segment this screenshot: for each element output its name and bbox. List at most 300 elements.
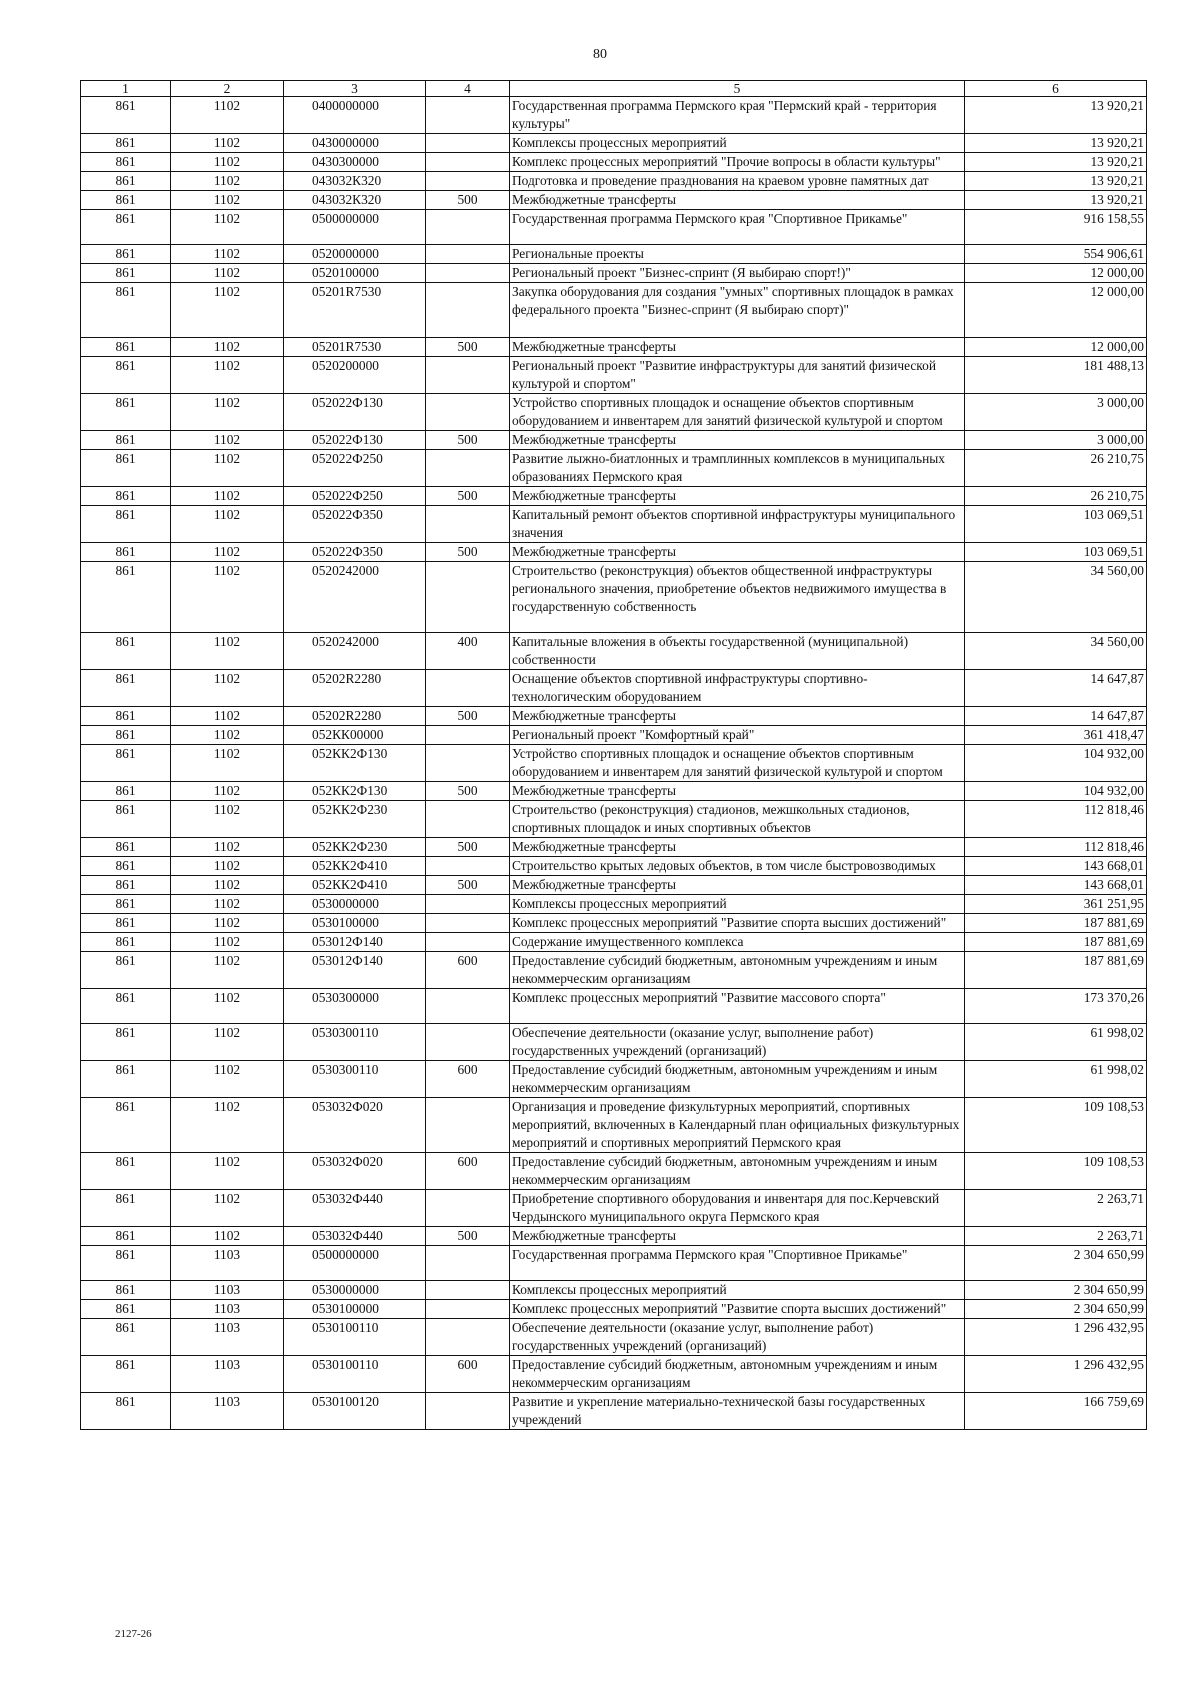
amount-cell: 14 647,87 (965, 670, 1147, 707)
description-cell: Развитие лыжно-биатлонных и трамплинных комплексов в муниципальных образованиях Пермского края (510, 450, 965, 487)
table-row (81, 1393, 1147, 1430)
admin-code-cell: 861 (81, 933, 171, 952)
amount-cell: 34 560,00 (965, 562, 1147, 633)
description-cell: Капитальные вложения в объекты государственной (муниципальной) собственности (510, 633, 965, 670)
description-cell: Обеспечение деятельности (оказание услуг, выполнение работ) государственных учреждений (организаций) (510, 1319, 965, 1356)
target-article-cell: 0530000000 (284, 895, 426, 914)
description-cell: Государственная программа Пермского края "Спортивное Прикамье" (510, 1246, 965, 1281)
section-code-cell: 1102 (171, 933, 284, 952)
page-number: 80 (593, 47, 607, 62)
expense-type-cell (426, 801, 510, 838)
admin-code-cell: 861 (81, 707, 171, 726)
target-article-cell: 05202R2280 (284, 707, 426, 726)
section-code-cell: 1102 (171, 431, 284, 450)
expense-type-cell (426, 857, 510, 876)
table-row (81, 283, 1147, 338)
target-article-cell: 053032Ф020 (284, 1098, 426, 1153)
target-article-cell: 053012Ф140 (284, 933, 426, 952)
section-code-cell: 1102 (171, 914, 284, 933)
section-code-cell: 1102 (171, 97, 284, 134)
target-article-cell: 053032Ф440 (284, 1190, 426, 1227)
amount-cell: 173 370,26 (965, 989, 1147, 1024)
table-header-row (81, 81, 1147, 97)
table-row (81, 633, 1147, 670)
expense-type-cell (426, 450, 510, 487)
admin-code-cell: 861 (81, 745, 171, 782)
amount-cell: 13 920,21 (965, 97, 1147, 134)
table-row (81, 1024, 1147, 1061)
section-code-cell: 1102 (171, 1227, 284, 1246)
admin-code-cell: 861 (81, 670, 171, 707)
table-row (81, 191, 1147, 210)
amount-cell: 187 881,69 (965, 952, 1147, 989)
description-cell: Предоставление субсидий бюджетным, автономным учреждениям и иным некоммерческим организациям (510, 1356, 965, 1393)
target-article-cell: 052022Ф130 (284, 394, 426, 431)
section-code-cell: 1102 (171, 1024, 284, 1061)
description-cell: Межбюджетные трансферты (510, 338, 965, 357)
column-header: 2 (171, 81, 284, 97)
section-code-cell: 1103 (171, 1246, 284, 1281)
amount-cell: 112 818,46 (965, 838, 1147, 857)
target-article-cell: 053032Ф020 (284, 1153, 426, 1190)
target-article-cell: 052КК00000 (284, 726, 426, 745)
target-article-cell: 052022Ф130 (284, 431, 426, 450)
section-code-cell: 1102 (171, 876, 284, 895)
expense-type-cell (426, 1300, 510, 1319)
column-header: 1 (81, 81, 171, 97)
section-code-cell: 1102 (171, 153, 284, 172)
description-cell: Межбюджетные трансферты (510, 1227, 965, 1246)
expense-type-cell (426, 914, 510, 933)
admin-code-cell: 861 (81, 543, 171, 562)
admin-code-cell: 861 (81, 394, 171, 431)
table-row (81, 895, 1147, 914)
section-code-cell: 1102 (171, 707, 284, 726)
description-cell: Строительство (реконструкция) стадионов, межшкольных стадионов, спортивных площадок и иных спортивных объектов (510, 801, 965, 838)
amount-cell: 34 560,00 (965, 633, 1147, 670)
admin-code-cell: 861 (81, 1246, 171, 1281)
description-cell: Обеспечение деятельности (оказание услуг, выполнение работ) государственных учреждений (организаций) (510, 1024, 965, 1061)
table-row (81, 1356, 1147, 1393)
target-article-cell: 0530100000 (284, 1300, 426, 1319)
target-article-cell: 052022Ф350 (284, 506, 426, 543)
expense-type-cell (426, 745, 510, 782)
target-article-cell: 0530100000 (284, 914, 426, 933)
admin-code-cell: 861 (81, 283, 171, 338)
admin-code-cell: 861 (81, 1227, 171, 1246)
amount-cell: 2 304 650,99 (965, 1281, 1147, 1300)
description-cell: Межбюджетные трансферты (510, 543, 965, 562)
description-cell: Межбюджетные трансферты (510, 707, 965, 726)
description-cell: Комплекс процессных мероприятий "Развитие спорта высших достижений" (510, 1300, 965, 1319)
section-code-cell: 1103 (171, 1281, 284, 1300)
column-header: 4 (426, 81, 510, 97)
expense-type-cell: 500 (426, 876, 510, 895)
amount-cell: 187 881,69 (965, 933, 1147, 952)
expense-type-cell (426, 989, 510, 1024)
amount-cell: 2 304 650,99 (965, 1246, 1147, 1281)
expense-type-cell (426, 1246, 510, 1281)
table-row (81, 97, 1147, 134)
expense-type-cell (426, 245, 510, 264)
amount-cell: 181 488,13 (965, 357, 1147, 394)
description-cell: Региональные проекты (510, 245, 965, 264)
amount-cell: 361 251,95 (965, 895, 1147, 914)
footer-code: 2127-26 (115, 1628, 152, 1640)
admin-code-cell: 861 (81, 191, 171, 210)
admin-code-cell: 861 (81, 895, 171, 914)
table-row (81, 1300, 1147, 1319)
column-header: 3 (284, 81, 426, 97)
expense-type-cell: 500 (426, 782, 510, 801)
target-article-cell: 052КК2Ф230 (284, 838, 426, 857)
target-article-cell: 0430000000 (284, 134, 426, 153)
section-code-cell: 1102 (171, 1190, 284, 1227)
table-row (81, 876, 1147, 895)
amount-cell: 187 881,69 (965, 914, 1147, 933)
column-header: 6 (965, 81, 1147, 97)
target-article-cell: 053032Ф440 (284, 1227, 426, 1246)
section-code-cell: 1102 (171, 172, 284, 191)
description-cell: Государственная программа Пермского края "Спортивное Прикамье" (510, 210, 965, 245)
description-cell: Межбюджетные трансферты (510, 431, 965, 450)
expense-type-cell (426, 1024, 510, 1061)
amount-cell: 2 263,71 (965, 1227, 1147, 1246)
target-article-cell: 052КК2Ф230 (284, 801, 426, 838)
admin-code-cell: 861 (81, 876, 171, 895)
expense-type-cell (426, 210, 510, 245)
expense-type-cell (426, 283, 510, 338)
table-row (81, 172, 1147, 191)
admin-code-cell: 861 (81, 264, 171, 283)
amount-cell: 13 920,21 (965, 191, 1147, 210)
target-article-cell: 05201R7530 (284, 338, 426, 357)
section-code-cell: 1102 (171, 134, 284, 153)
target-article-cell: 0530100110 (284, 1319, 426, 1356)
amount-cell: 109 108,53 (965, 1098, 1147, 1153)
target-article-cell: 0530000000 (284, 1281, 426, 1300)
section-code-cell: 1102 (171, 895, 284, 914)
expense-type-cell (426, 506, 510, 543)
expense-type-cell: 600 (426, 1356, 510, 1393)
admin-code-cell: 861 (81, 1153, 171, 1190)
table-row (81, 745, 1147, 782)
description-cell: Государственная программа Пермского края "Пермский край - территория культуры" (510, 97, 965, 134)
target-article-cell: 0430300000 (284, 153, 426, 172)
table-row (81, 933, 1147, 952)
section-code-cell: 1102 (171, 543, 284, 562)
expense-type-cell: 600 (426, 1061, 510, 1098)
description-cell: Предоставление субсидий бюджетным, автономным учреждениям и иным некоммерческим организациям (510, 952, 965, 989)
table-row (81, 264, 1147, 283)
description-cell: Устройство спортивных площадок и оснащение объектов спортивным оборудованием и инвентарем для занятий физической культурой и спортом (510, 394, 965, 431)
target-article-cell: 05201R7530 (284, 283, 426, 338)
expense-type-cell (426, 726, 510, 745)
table-row (81, 952, 1147, 989)
expense-type-cell (426, 895, 510, 914)
target-article-cell: 0520242000 (284, 562, 426, 633)
admin-code-cell: 861 (81, 989, 171, 1024)
expense-type-cell (426, 670, 510, 707)
expense-type-cell: 500 (426, 338, 510, 357)
admin-code-cell: 861 (81, 172, 171, 191)
amount-cell: 26 210,75 (965, 450, 1147, 487)
admin-code-cell: 861 (81, 1393, 171, 1430)
table-row (81, 914, 1147, 933)
amount-cell: 3 000,00 (965, 394, 1147, 431)
table-row (81, 562, 1147, 633)
admin-code-cell: 861 (81, 506, 171, 543)
target-article-cell: 0400000000 (284, 97, 426, 134)
admin-code-cell: 861 (81, 1356, 171, 1393)
expense-type-cell (426, 97, 510, 134)
expense-type-cell: 500 (426, 191, 510, 210)
section-code-cell: 1102 (171, 562, 284, 633)
section-code-cell: 1102 (171, 670, 284, 707)
admin-code-cell: 861 (81, 245, 171, 264)
admin-code-cell: 861 (81, 357, 171, 394)
target-article-cell: 0530300110 (284, 1024, 426, 1061)
target-article-cell: 043032К320 (284, 172, 426, 191)
table-row (81, 801, 1147, 838)
section-code-cell: 1102 (171, 745, 284, 782)
table-row (81, 1061, 1147, 1098)
description-cell: Закупка оборудования для создания "умных" спортивных площадок в рамках федерального проекта "Бизнес-спринт (Я выбираю спорт)" (510, 283, 965, 338)
amount-cell: 12 000,00 (965, 338, 1147, 357)
amount-cell: 143 668,01 (965, 857, 1147, 876)
expense-type-cell (426, 357, 510, 394)
description-cell: Региональный проект "Бизнес-спринт (Я выбираю спорт!)" (510, 264, 965, 283)
section-code-cell: 1102 (171, 726, 284, 745)
table-row (81, 707, 1147, 726)
admin-code-cell: 861 (81, 857, 171, 876)
table-row (81, 450, 1147, 487)
table-row (81, 726, 1147, 745)
description-cell: Предоставление субсидий бюджетным, автономным учреждениям и иным некоммерческим организациям (510, 1061, 965, 1098)
expense-type-cell (426, 933, 510, 952)
amount-cell: 109 108,53 (965, 1153, 1147, 1190)
admin-code-cell: 861 (81, 487, 171, 506)
description-cell: Предоставление субсидий бюджетным, автономным учреждениям и иным некоммерческим организациям (510, 1153, 965, 1190)
section-code-cell: 1102 (171, 264, 284, 283)
section-code-cell: 1102 (171, 633, 284, 670)
amount-cell: 61 998,02 (965, 1061, 1147, 1098)
admin-code-cell: 861 (81, 801, 171, 838)
target-article-cell: 052КК2Ф410 (284, 876, 426, 895)
expense-type-cell (426, 1190, 510, 1227)
amount-cell: 104 932,00 (965, 782, 1147, 801)
expense-type-cell: 500 (426, 543, 510, 562)
amount-cell: 61 998,02 (965, 1024, 1147, 1061)
admin-code-cell: 861 (81, 562, 171, 633)
description-cell: Содержание имущественного комплекса (510, 933, 965, 952)
amount-cell: 112 818,46 (965, 801, 1147, 838)
target-article-cell: 043032К320 (284, 191, 426, 210)
target-article-cell: 0530100110 (284, 1356, 426, 1393)
table-row (81, 134, 1147, 153)
table-row (81, 153, 1147, 172)
target-article-cell: 052КК2Ф130 (284, 782, 426, 801)
target-article-cell: 0520200000 (284, 357, 426, 394)
expense-type-cell (426, 562, 510, 633)
expense-type-cell: 500 (426, 707, 510, 726)
table-row (81, 1281, 1147, 1300)
table-row (81, 210, 1147, 245)
expense-type-cell: 600 (426, 1153, 510, 1190)
admin-code-cell: 861 (81, 782, 171, 801)
admin-code-cell: 861 (81, 914, 171, 933)
admin-code-cell: 861 (81, 1098, 171, 1153)
admin-code-cell: 861 (81, 153, 171, 172)
expense-type-cell: 600 (426, 952, 510, 989)
expense-type-cell: 400 (426, 633, 510, 670)
section-code-cell: 1103 (171, 1319, 284, 1356)
amount-cell: 1 296 432,95 (965, 1356, 1147, 1393)
admin-code-cell: 861 (81, 450, 171, 487)
admin-code-cell: 861 (81, 633, 171, 670)
description-cell: Региональный проект "Комфортный край" (510, 726, 965, 745)
admin-code-cell: 861 (81, 952, 171, 989)
target-article-cell: 052022Ф350 (284, 543, 426, 562)
description-cell: Подготовка и проведение празднования на краевом уровне памятных дат (510, 172, 965, 191)
section-code-cell: 1102 (171, 210, 284, 245)
target-article-cell: 05202R2280 (284, 670, 426, 707)
target-article-cell: 052КК2Ф130 (284, 745, 426, 782)
admin-code-cell: 861 (81, 1319, 171, 1356)
target-article-cell: 0500000000 (284, 210, 426, 245)
table-row (81, 670, 1147, 707)
amount-cell: 12 000,00 (965, 264, 1147, 283)
description-cell: Комплексы процессных мероприятий (510, 134, 965, 153)
description-cell: Межбюджетные трансферты (510, 838, 965, 857)
section-code-cell: 1102 (171, 283, 284, 338)
target-article-cell: 0520000000 (284, 245, 426, 264)
expense-type-cell (426, 1281, 510, 1300)
table-row (81, 989, 1147, 1024)
amount-cell: 2 263,71 (965, 1190, 1147, 1227)
expense-type-cell (426, 1098, 510, 1153)
admin-code-cell: 861 (81, 1190, 171, 1227)
table-row (81, 506, 1147, 543)
expense-type-cell: 500 (426, 838, 510, 857)
description-cell: Устройство спортивных площадок и оснащение объектов спортивным оборудованием и инвентарем для занятий физической культурой и спортом (510, 745, 965, 782)
expense-type-cell: 500 (426, 487, 510, 506)
table-row (81, 543, 1147, 562)
amount-cell: 2 304 650,99 (965, 1300, 1147, 1319)
description-cell: Комплекс процессных мероприятий "Развитие массового спорта" (510, 989, 965, 1024)
section-code-cell: 1102 (171, 394, 284, 431)
expense-type-cell (426, 153, 510, 172)
description-cell: Межбюджетные трансферты (510, 876, 965, 895)
target-article-cell: 052022Ф250 (284, 450, 426, 487)
description-cell: Капитальный ремонт объектов спортивной инфраструктуры муниципального значения (510, 506, 965, 543)
section-code-cell: 1102 (171, 487, 284, 506)
amount-cell: 361 418,47 (965, 726, 1147, 745)
target-article-cell: 0530300000 (284, 989, 426, 1024)
description-cell: Комплексы процессных мероприятий (510, 895, 965, 914)
expense-type-cell (426, 1393, 510, 1430)
section-code-cell: 1102 (171, 245, 284, 264)
description-cell: Строительство крытых ледовых объектов, в том числе быстровозводимых (510, 857, 965, 876)
section-code-cell: 1102 (171, 357, 284, 394)
expense-type-cell: 500 (426, 1227, 510, 1246)
admin-code-cell: 861 (81, 726, 171, 745)
description-cell: Строительство (реконструкция) объектов общественной инфраструктуры регионального значения, приобретение объектов недвижимого имущества в государственную собственность (510, 562, 965, 633)
amount-cell: 14 647,87 (965, 707, 1147, 726)
column-header: 5 (510, 81, 965, 97)
amount-cell: 3 000,00 (965, 431, 1147, 450)
admin-code-cell: 861 (81, 338, 171, 357)
section-code-cell: 1102 (171, 338, 284, 357)
target-article-cell: 052022Ф250 (284, 487, 426, 506)
admin-code-cell: 861 (81, 1281, 171, 1300)
budget-table (80, 80, 1147, 1430)
table-row (81, 1153, 1147, 1190)
description-cell: Комплекс процессных мероприятий "Прочие вопросы в области культуры" (510, 153, 965, 172)
amount-cell: 554 906,61 (965, 245, 1147, 264)
table-row (81, 431, 1147, 450)
description-cell: Комплекс процессных мероприятий "Развитие спорта высших достижений" (510, 914, 965, 933)
description-cell: Организация и проведение физкультурных мероприятий, спортивных мероприятий, включенных в Календарный план официальных физкультурных мероприятий и спортивных мероприятий Пермского края (510, 1098, 965, 1153)
amount-cell: 104 932,00 (965, 745, 1147, 782)
section-code-cell: 1103 (171, 1356, 284, 1393)
section-code-cell: 1102 (171, 801, 284, 838)
amount-cell: 166 759,69 (965, 1393, 1147, 1430)
target-article-cell: 0500000000 (284, 1246, 426, 1281)
target-article-cell: 0520100000 (284, 264, 426, 283)
table-row (81, 1319, 1147, 1356)
table-row (81, 394, 1147, 431)
table-row (81, 245, 1147, 264)
target-article-cell: 053012Ф140 (284, 952, 426, 989)
amount-cell: 26 210,75 (965, 487, 1147, 506)
section-code-cell: 1102 (171, 838, 284, 857)
admin-code-cell: 861 (81, 431, 171, 450)
amount-cell: 916 158,55 (965, 210, 1147, 245)
section-code-cell: 1102 (171, 450, 284, 487)
amount-cell: 13 920,21 (965, 153, 1147, 172)
description-cell: Приобретение спортивного оборудования и инвентаря для пос.Керчевский Чердынского муниципального округа Пермского края (510, 1190, 965, 1227)
table-row (81, 857, 1147, 876)
table-row (81, 1190, 1147, 1227)
section-code-cell: 1102 (171, 1153, 284, 1190)
admin-code-cell: 861 (81, 1024, 171, 1061)
expense-type-cell (426, 1319, 510, 1356)
target-article-cell: 0530300110 (284, 1061, 426, 1098)
admin-code-cell: 861 (81, 134, 171, 153)
description-cell: Оснащение объектов спортивной инфраструктуры спортивно-технологическим оборудованием (510, 670, 965, 707)
amount-cell: 103 069,51 (965, 506, 1147, 543)
expense-type-cell (426, 394, 510, 431)
admin-code-cell: 861 (81, 1300, 171, 1319)
table-row (81, 782, 1147, 801)
section-code-cell: 1103 (171, 1300, 284, 1319)
description-cell: Межбюджетные трансферты (510, 782, 965, 801)
description-cell: Межбюджетные трансферты (510, 487, 965, 506)
section-code-cell: 1103 (171, 1393, 284, 1430)
expense-type-cell (426, 134, 510, 153)
table-row (81, 357, 1147, 394)
amount-cell: 103 069,51 (965, 543, 1147, 562)
table-row (81, 1098, 1147, 1153)
description-cell: Межбюджетные трансферты (510, 191, 965, 210)
section-code-cell: 1102 (171, 782, 284, 801)
table-row (81, 338, 1147, 357)
section-code-cell: 1102 (171, 952, 284, 989)
description-cell: Комплексы процессных мероприятий (510, 1281, 965, 1300)
amount-cell: 13 920,21 (965, 172, 1147, 191)
table-row (81, 487, 1147, 506)
